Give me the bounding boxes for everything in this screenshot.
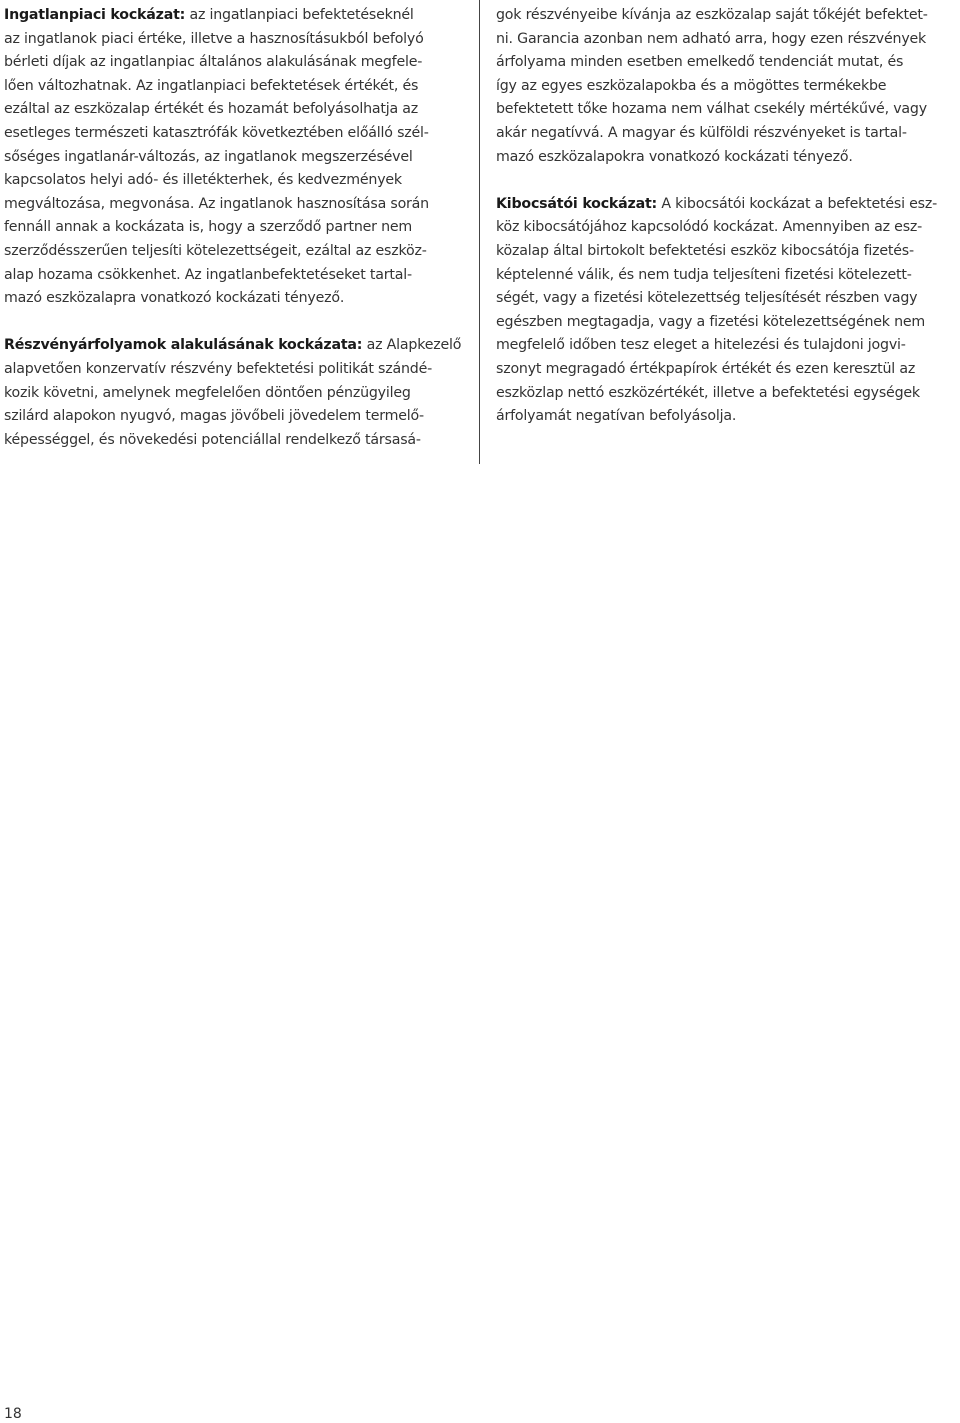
text-line: az ingatlanok piaci értéke, illetve a hasznosításukból befolyó: [4, 30, 424, 47]
heading-share-price-risk: Részvényárfolyamok alakulásának kockázata:: [4, 337, 363, 354]
heading-issuer-risk: Kibocsátói kockázat:: [496, 195, 658, 212]
text-line: ni. Garancia azonban nem adható arra, hogy ezen részvények: [496, 30, 927, 47]
text-line: az Alapkezelő: [366, 337, 462, 354]
paragraph-share-price-risk: [4, 334, 466, 452]
column-divider: [479, 0, 480, 464]
text-line: gok részvényeibe kívánja az eszközalap saját tőkéjét befektet-: [496, 7, 928, 23]
text-line: befektetett tőke hozama nem válhat csekély mértékűvé, vagy: [496, 101, 927, 118]
text-line: bérleti díjak az ingatlanpiac általános alakulásának megfele-: [4, 54, 423, 71]
text-line: ségét, vagy a fizetési kötelezettség teljesítését részben vagy: [496, 290, 918, 307]
text-line: A kibocsátói kockázat a befektetési esz-: [661, 195, 938, 212]
text-line: alapvetően konzervatív részvény befektetési politikát szándé-: [4, 360, 433, 377]
text-line: lően változhatnak. Az ingatlanpiaci befektetések értékét, és: [4, 77, 419, 94]
left-column: [4, 4, 466, 452]
text-line: mazó eszközalapra vonatkozó kockázati tényező.: [4, 290, 345, 307]
text-line: képtelenné válik, és nem tudja teljesíteni fizetési kötelezett-: [496, 266, 912, 283]
text-line: akár negatívvá. A magyar és külföldi részvényeket is tartal-: [496, 124, 907, 141]
text-line: szerződésszerűen teljesíti kötelezettségeit, ezáltal az eszköz-: [4, 242, 427, 259]
text-line: ezáltal az eszközalap értékét és hozamát befolyásolhatja az: [4, 101, 419, 118]
text-line: így az egyes eszközalapokba és a mögöttes termékekbe: [496, 77, 887, 94]
paragraph-issuer-risk: [496, 193, 958, 429]
text-line: szonyt megragadó értékpapírok értékét és ezen keresztül az: [496, 360, 916, 377]
text-line: megváltozása, megvonása. Az ingatlanok hasznosítása során: [4, 195, 429, 212]
text-line: az ingatlanpiaci befektetéseknél: [189, 7, 414, 23]
text-line: árfolyama minden esetben emelkedő tendenciát mutat, és: [496, 54, 904, 71]
text-line: mazó eszközalapokra vonatkozó kockázati tényező.: [496, 148, 853, 165]
text-line: eszközlap nettó eszközértékét, illetve a befektetési egységek: [496, 384, 920, 401]
heading-real-estate-risk: Ingatlanpiaci kockázat:: [4, 7, 186, 23]
paragraph-share-price-risk-continued: [496, 4, 958, 169]
text-line: árfolyamát negatívan befolyásolja.: [496, 408, 737, 425]
text-line: szilárd alapokon nyugvó, magas jövőbeli jövedelem termelő-: [4, 408, 424, 425]
text-line: megfelelő időben tesz eleget a hitelezési és tulajdoni jogvi-: [496, 337, 906, 354]
text-line: közalap által birtokolt befektetési eszköz kibocsátója fizetés-: [496, 242, 914, 259]
text-line: sőséges ingatlanár-változás, az ingatlanok megszerzésével: [4, 148, 413, 165]
text-line: egészben megtagadja, vagy a fizetési kötelezettségének nem: [496, 313, 926, 330]
text-line: fennáll annak a kockázata is, hogy a szerződő partner nem: [4, 219, 413, 236]
text-line: alap hozama csökkenhet. Az ingatlanbefektetéseket tartal-: [4, 266, 412, 283]
text-line: köz kibocsátójához kapcsolódó kockázat. Amennyiben az esz-: [496, 219, 923, 236]
text-line: kozik követni, amelynek megfelelően döntően pénzügyileg: [4, 384, 411, 401]
page-number: 18: [4, 1406, 22, 1422]
paragraph-real-estate-risk: [4, 4, 466, 311]
text-line: képességgel, és növekedési potenciállal rendelkező társasá-: [4, 431, 421, 448]
text-line: kapcsolatos helyi adó- és illetékterhek, és kedvezmények: [4, 172, 402, 189]
text-line: esetleges természeti katasztrófák következtében előálló szél-: [4, 124, 429, 141]
right-column: [496, 4, 958, 429]
